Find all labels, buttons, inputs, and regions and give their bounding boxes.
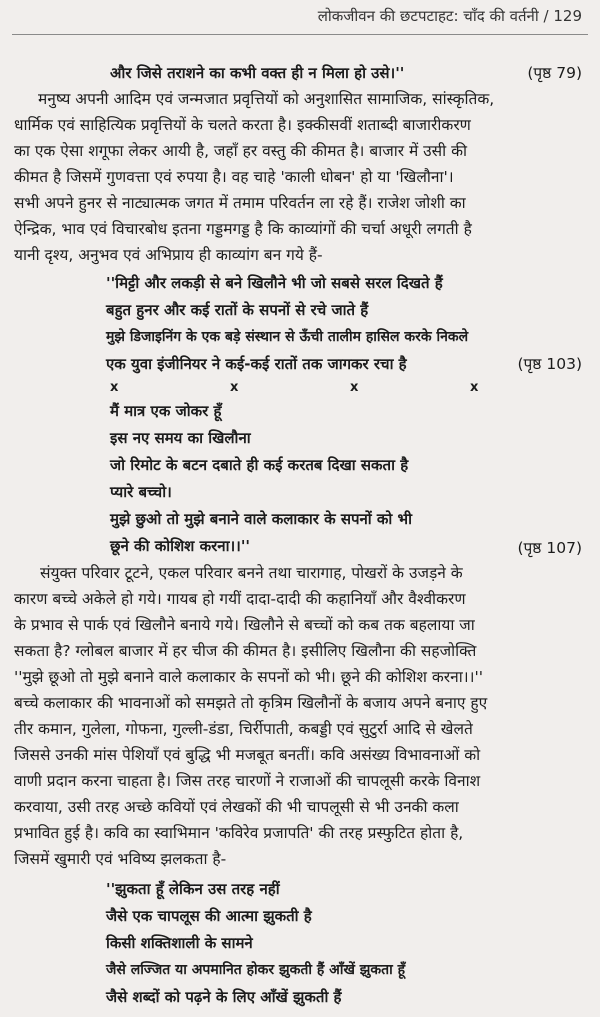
paragraph-line: संयुक्त परिवार टूटने, एकल परिवार बनने तथा चारागाह, पोखरों के उजड़ने के	[40, 564, 463, 582]
poem-line: एक युवा इंजीनियर ने कई-कई रातों तक जागकर रचा है	[106, 355, 407, 373]
poem-line: छूने की कोशिश करना।।''	[110, 537, 251, 555]
running-header	[318, 6, 582, 26]
page-reference: (पृष्ठ 103)	[517, 355, 582, 373]
paragraph-line: तीर कमान, गुलेला, गोफना, गुल्ली-डंडा, चिर्रीपाती, कबड्डी एवं सुटुर्रा आदि से खेलते	[14, 720, 473, 738]
poem-line: प्यारे बच्चो।	[110, 483, 172, 501]
page-reference: (पृष्ठ 107)	[517, 539, 582, 557]
poem-line: जो रिमोट के बटन दबाते ही कई करतब दिखा सकता है	[110, 456, 409, 474]
poem-line: किसी शक्तिशाली के सामने	[106, 934, 253, 952]
paragraph-line: धार्मिक एवं साहित्यिक प्रवृत्तियों के चलते करता है। इक्कीसवीं शताब्दी बाजारीकरण	[14, 116, 471, 134]
paragraph-line: वाणी प्रदान करना चाहता है। जिस तरह चारणों ने राजाओं की चापलूसी करके विनाश	[14, 772, 481, 790]
poem-line: मुझे डिजाइनिंग के एक बड़े संस्थान से ऊँची तालीम हासिल करके निकले	[106, 329, 469, 345]
paragraph-line: ऐन्द्रिक, भाव एवं विचारबोध इतना गड्डमगड्ड है कि काव्यांगों की चर्चा अधूरी लगती है	[14, 220, 472, 238]
header-rule	[12, 34, 588, 35]
paragraph-line: यानी दृश्य, अनुभव एवं अभिप्राय ही काव्यांग बन गये हैं-	[14, 246, 323, 264]
poem-line: मैं मात्र एक जोकर हूँ	[110, 402, 222, 420]
paragraph-line: जिसमें खुमारी एवं भविष्य झलकता है-	[14, 850, 227, 868]
paragraph-line: सभी अपने हुनर से नाट्यात्मक जगत में तमाम परिवर्तन ला रहे हैं। राजेश जोशी का	[14, 194, 466, 212]
poem-line: जैसे शब्दों को पढ़ने के लिए आँखें झुकती हैं	[106, 988, 342, 1006]
paragraph-line: का एक ऐसा शगूफा लेकर आयी है, जहाँ हर वस्तु की कीमत है। बाजार में उसी की	[14, 142, 468, 160]
poem-line: ''झुकता हूँ लेकिन उस तरह नहीं	[106, 880, 280, 898]
separator-mark: x	[230, 380, 239, 395]
paragraph-line: के प्रभाव से पार्क एवं खिलौने बनाये गये। खिलौने से बच्चों को कब तक बहलाया जा	[14, 616, 475, 634]
poem-line: जैसे एक चापलूस की आत्मा झुकती है	[106, 907, 312, 925]
poem-line: और जिसे तराशने का कभी वक्त ही न मिला हो उसे।''	[110, 64, 405, 82]
paragraph-line: जिससे उनकी मांस पेशियाँ एवं बुद्धि भी मजबूत बनतीं। कवि असंख्य विभावनाओं को	[14, 746, 481, 764]
paragraph-line: मनुष्य अपनी आदिम एवं जन्मजात प्रवृत्तियों को अनुशासित सामाजिक, सांस्कृतिक,	[38, 90, 495, 108]
poem-line: जैसे लज्जित या अपमानित होकर झुकती हैं आँखें झुकता हूँ	[106, 962, 406, 978]
paragraph-line: कारण बच्चे अकेले हो गये। गायब हो गयीं दादा-दादी की कहानियाँ और वैश्वीकरण	[14, 590, 466, 608]
separator-mark: x	[110, 380, 119, 395]
page-reference: (पृष्ठ 79)	[527, 64, 582, 82]
poem-line: बहुत हुनर और कई रातों के सपनों से रचे जाते हैं	[106, 301, 369, 319]
header-separator: /	[543, 7, 549, 25]
poem-line: ''मिट्टी और लकड़ी से बने खिलौने भी जो सबसे सरल दिखते हैं	[106, 274, 443, 292]
paragraph-line: बच्चे कलाकार की भावनाओं को समझते तो कृत्रिम खिलौनों के बजाय अपने बनाए हुए	[14, 694, 488, 712]
separator-mark: x	[470, 380, 479, 395]
poem-line: इस नए समय का खिलौना	[110, 429, 251, 447]
paragraph-line: प्रभावित हुई है। कवि का स्वाभिमान 'कविरेव प्रजापति' की तरह प्रस्फुटित होता है,	[14, 824, 464, 842]
poem-line: मुझे छुओ तो मुझे बनाने वाले कलाकार के सपनों को भी	[110, 510, 412, 528]
running-title: लोकजीवन की छटपटाहट: चाँद की वर्तनी	[317, 7, 539, 25]
paragraph-line: कीमत है जिसमें गुणवत्ता एवं रुपया है। वह चाहे 'काली धोबन' हो या 'खिलौना'।	[14, 168, 454, 186]
separator-mark: x	[350, 380, 359, 395]
paragraph-line: करवाया, उसी तरह अच्छे कवियों एवं लेखकों की भी चापलूसी से भी उनकी कला	[14, 798, 459, 816]
page-number: 129	[553, 7, 582, 25]
paragraph-line: सकता है? ग्लोबल बाजार में हर चीज की कीमत है। इसीलिए खिलौना की सहजोक्ति	[14, 642, 477, 660]
paragraph-line: ''मुझे छूओ तो मुझे बनाने वाले कलाकार के सपनों को भी। छूने की कोशिश करना।।''	[14, 668, 483, 686]
